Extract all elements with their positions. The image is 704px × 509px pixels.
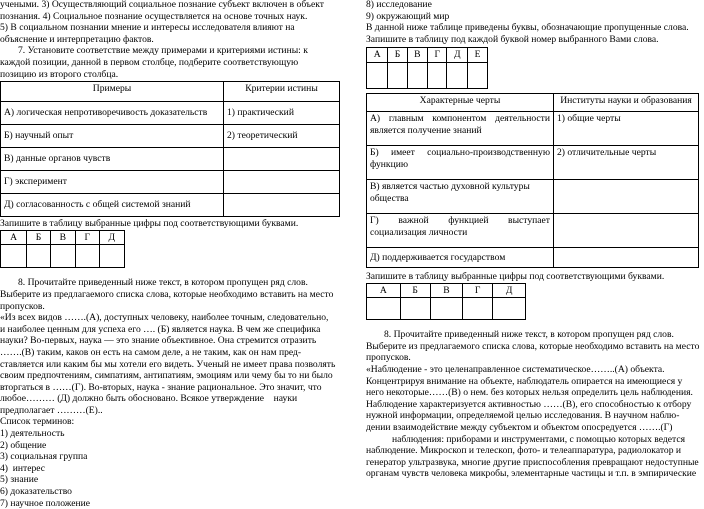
task-8-line: 8. Прочитайте приведенный ниже текст, в котором пропущен ряд слов.: [384, 329, 674, 341]
answer-cell[interactable]: [99, 245, 125, 268]
answer-table-5: [366, 283, 526, 321]
answer-cell[interactable]: [367, 298, 401, 320]
task-8-line: нужной информации, определяемой целью исследования. В научном наблю-: [366, 410, 680, 422]
answer-table: [0, 230, 125, 269]
answer-letter: Д: [493, 283, 526, 298]
task-7: [0, 45, 342, 268]
left-column: [0, 0, 342, 509]
table-cell: 1) практический: [224, 102, 340, 125]
answer-letter: Б: [27, 230, 51, 245]
task-8-line: «Из всех видов …….(А), доступных человеку, наиболее точным, следовательно,: [0, 312, 329, 324]
answer-cell[interactable]: [430, 298, 462, 320]
task-8: [0, 277, 342, 509]
table-cell: Г) важной функцией выступает социализация личности: [367, 213, 554, 247]
task-8-right: [366, 329, 701, 480]
table-cell: [224, 171, 340, 194]
text-line: познания. 4) Социальное познание осуществляется на основе точных наук.: [0, 10, 308, 22]
task-7-line: 7. Установите соответствие между примерами и критериями истины: к: [18, 45, 308, 57]
answer-letter: А: [1, 230, 27, 245]
answer-letter: Д: [99, 230, 125, 245]
task-7-line: позицию из второго столбца.: [0, 68, 119, 80]
answer-cell[interactable]: [463, 298, 493, 320]
answer-letter: Е: [468, 48, 488, 63]
answer-cell[interactable]: [75, 245, 99, 268]
answer-table-6: [366, 47, 488, 89]
task-8-line: «Наблюдение - это целенаправленное систематическое……..(А) объекта.: [366, 363, 665, 375]
text-line: объяснение и интерпретацию фактов.: [0, 33, 154, 45]
answer-instruction: Запишите в таблицу выбранные цифры под соответствующими буквами.: [0, 218, 299, 230]
answer-letter: Г: [463, 283, 493, 298]
features-table: [366, 93, 699, 268]
table-cell: Б) имеет социально-производственную функцию: [367, 145, 554, 179]
term-item: 8) исследование: [366, 0, 432, 10]
term-item: 2) общение: [0, 439, 47, 451]
task-7-line: каждой позиции, данной в первом столбце, подберите соответствующую: [0, 56, 299, 68]
answer-cell[interactable]: [388, 62, 407, 88]
table-cell: В) является частью духовной культуры общества: [367, 179, 554, 213]
terms-list-title: Список терминов:: [0, 416, 75, 428]
term-item: 9) окружающий мир: [366, 10, 450, 22]
instruction-line: В данной ниже таблице приведены буквы, обозначающие пропущенные слова.: [366, 22, 689, 34]
task-8-line: органам чувств человека микробы, элементарные частицы и т.п. в эмпирические: [366, 468, 697, 480]
task-7-table: [0, 81, 340, 217]
answer-cell[interactable]: [407, 62, 428, 88]
answer-cell[interactable]: [27, 245, 51, 268]
task-8-line: своим предпочтениям, симпатиям, антипатиям, эмоциям или чему бы то ни было: [0, 370, 333, 382]
answer-letter: Д: [447, 48, 468, 63]
table-cell: [224, 148, 340, 171]
term-item: 3) социальная группа: [0, 451, 88, 463]
table-cell: 2) теоретический: [224, 125, 340, 148]
task-8-line: наблюдения: приборами и инструментами, с помощью которых ведется: [392, 433, 686, 445]
answer-cell[interactable]: [1, 245, 27, 268]
task-8-line: Выберите из предлагаемого списка слова, которые необходимо вставить на место: [0, 288, 334, 300]
answer-instruction: Запишите в таблицу выбранные цифры под соответствующими буквами.: [366, 270, 665, 282]
table-cell: 1) общие черты: [554, 111, 699, 145]
table-header: Примеры: [1, 82, 224, 102]
table-header: Институты науки и образования: [554, 93, 699, 111]
answer-cell[interactable]: [493, 298, 526, 320]
term-item: 4) интерес: [0, 462, 46, 474]
right-column: [366, 0, 701, 480]
task-8-line: вторгаться в ……(Г). Во-вторых, наука - знание рациональное. Это значит, что: [0, 381, 322, 393]
table-cell: Г) эксперимент: [1, 171, 224, 194]
instruction-line: Запишите в таблицу под каждой буквой номер выбранного Вами слова.: [366, 33, 659, 45]
answer-cell[interactable]: [428, 62, 447, 88]
task-8-line: …….(В) таким, каков он есть на самом деле, а не таким, как он нам пред-: [0, 346, 302, 358]
task-8-line: дении взаимодействие между субъектом и объектом опосредуется …….(Г): [366, 421, 673, 433]
table-cell: [224, 194, 340, 217]
table-header: Характерные черты: [367, 93, 554, 111]
task-8-line: предполагает ………(Е)..: [0, 404, 103, 416]
table-cell: [554, 179, 699, 213]
answer-letter: А: [367, 283, 401, 298]
answer-letter: Б: [388, 48, 407, 63]
table-cell: [554, 213, 699, 247]
task-8-line: Выберите из предлагаемого списка слова, которые необходимо вставить на место: [366, 340, 700, 352]
answer-letter: А: [367, 48, 388, 63]
task-8-line: генератор ультразвука, многие другие приспособления превращают недоступные: [366, 456, 699, 468]
task-8-line: и наиболее ценным для успеха его …. (Б) является наука. В чем же специфика: [0, 323, 321, 335]
task-8-line: пропусков.: [0, 300, 45, 312]
answer-cell[interactable]: [367, 62, 388, 88]
answer-cell[interactable]: [400, 298, 430, 320]
task-8-line: 8. Прочитайте приведенный ниже текст, в котором пропущен ряд слов.: [18, 277, 308, 289]
table-header: Критерии истины: [224, 82, 340, 102]
table-cell: Д) согласованность с общей системой знаний: [1, 194, 224, 217]
term-item: 1) деятельность: [0, 428, 65, 440]
answer-letter: В: [407, 48, 428, 63]
answer-cell[interactable]: [50, 245, 75, 268]
answer-cell[interactable]: [447, 62, 468, 88]
task-8-line: науки? Во-первых, наука — это знание объективное. Она стремится отразить: [0, 335, 317, 347]
task-8-line: пропусков.: [366, 352, 411, 364]
table-cell: Д) поддерживается государством: [367, 247, 554, 267]
table-cell: В) данные органов чувств: [1, 148, 224, 171]
task-8-line: любое……… (Д) должно быть обосновано. Всякое утверждение науки: [0, 393, 298, 405]
table-cell: Б) научный опыт: [1, 125, 224, 148]
answer-letter: Г: [75, 230, 99, 245]
task-8-line: наблюдение. Микроскоп и телескоп, фото- и телеаппаратура, радиолокатор и: [366, 445, 682, 457]
table-cell: 2) отличительные черты: [554, 145, 699, 179]
task-8-line: него некоторые……(В) о нем. без которых нельзя определить цель наблюдения.: [366, 387, 693, 399]
text-line: учеными. 3) Осуществляющий социальное познание субъект включен в объект: [0, 0, 324, 10]
intro-paragraph: [0, 0, 342, 45]
answer-letter: Б: [400, 283, 430, 298]
answer-cell[interactable]: [468, 62, 488, 88]
term-item: 6) доказательство: [0, 486, 72, 498]
answer-letter: В: [50, 230, 75, 245]
table-cell: А) главным компонентом деятельности является получение знаний: [367, 111, 554, 145]
task-8-line: Концентрируя внимание на объекте, наблюдатель опирается на имеющиеся у: [366, 375, 683, 387]
term-item: 7) научное положение: [0, 497, 91, 509]
task-8-line: ставляется или каким бы мы хотели его видеть. Ученый не имеет права позволять: [0, 358, 336, 370]
term-item: 5) знание: [0, 474, 39, 486]
answer-letter: В: [430, 283, 462, 298]
answer-letter: Г: [428, 48, 447, 63]
text-line: 5) В социальном познании мнение и интересы исследователя влияют на: [0, 22, 295, 34]
task-8-line: Наблюдение характеризуется активностью ……(В), его способностью к отбору: [366, 398, 692, 410]
table-cell: А) логическая непротиворечивость доказательств: [1, 102, 224, 125]
table-cell: [554, 247, 699, 267]
